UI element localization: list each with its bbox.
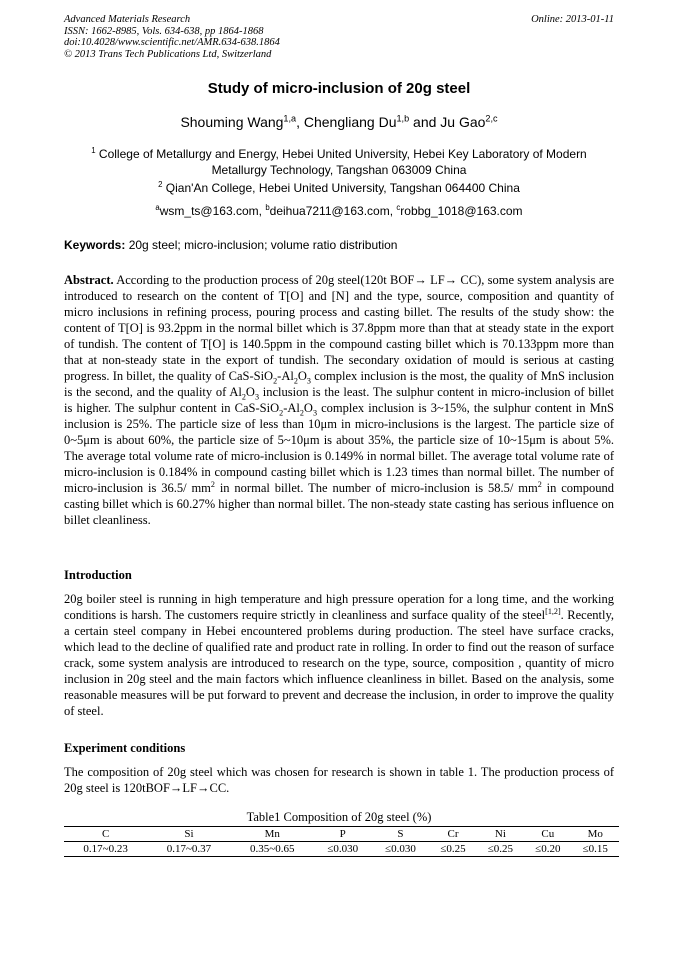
email: wsm_ts@163.com, [159, 204, 266, 218]
issn-line: ISSN: 1662-8985, Vols. 634-638, pp 1864-1868 [64, 25, 264, 37]
column-header: Mn [231, 827, 314, 842]
subscript: 2 [273, 376, 278, 386]
abstract [64, 272, 614, 528]
author-name: Ju Gao [440, 114, 486, 130]
abstract-text: According to the production process of 20g steel(120t BOF→ LF→ CC), some system analysis are introduced to research on the content of T[O] and [N] and the type, source, composition and quantity of micro inclusions in refining process, pouring process and casting billet. The results of the study show: the content of T[O] is 93.2ppm in the normal billet which is 37.8ppm more than that at steady state in the export of tundish. The content of T[O] is 140.5ppm in the compound casting billet which is 70.133ppm more than that at non-steady state in the export of tundish. The secondary oxidation of mould is serious at casting progress. In billet, the quality of CaS-SiO [64, 273, 614, 383]
affiliation-1 [70, 146, 608, 178]
email: deihua7211@163.com, [269, 204, 397, 218]
abstract-text: O [297, 369, 307, 383]
column-header: P [314, 827, 372, 842]
section-heading-introduction: Introduction [64, 568, 132, 582]
subscript: 2 [279, 408, 284, 418]
table-cell: ≤0.030 [314, 842, 372, 857]
affiliation-2 [70, 180, 608, 196]
subscript: 2 [241, 392, 246, 402]
subscript: 3 [254, 392, 259, 402]
subscript: 3 [312, 408, 318, 418]
introduction-paragraph [64, 591, 614, 719]
author-sup: 1,b [396, 113, 410, 124]
email-sup: a [155, 203, 160, 212]
aff-sup: 1 [91, 146, 96, 155]
journal-header [64, 14, 614, 60]
abstract-text: inclusion is the least. The sulphur content in micro-inclusion of billet is higher. The sulphur content in CaS-SiO [64, 385, 615, 415]
abstract-text: O [245, 385, 255, 399]
table-cell: 0.17~0.37 [147, 842, 230, 857]
section-heading-experiment: Experiment conditions [64, 741, 186, 755]
column-header: Ni [477, 827, 524, 842]
email-sup: b [265, 203, 270, 212]
aff-sup: 2 [158, 180, 163, 189]
author-sep: , [296, 114, 304, 130]
online-date: Online: 2013-01-11 [531, 14, 614, 25]
abstract-text: -Al [277, 369, 294, 383]
column-header: Cr [429, 827, 476, 842]
email-sup: c [396, 203, 401, 212]
author-sup: 2,c [485, 113, 498, 124]
column-header: Cu [524, 827, 571, 842]
author-sup: 1,a [283, 113, 297, 124]
intro-text: . Recently, a certain steel company in Hebei encountered problems during production. The steel have surface cracks, which lead to the decline of qualified rate and product rate in rolling. In order to find out the reason of surface crack, some system analysis are introduced to research on the type, source, composition , quantity of micro inclusion in 20g steel and the main factors which influence cleanliness in billet. Based on the analysis, some reasonable measures will be put forward to prevent and decrease the inclusion, in order to improve the quality of steel. [64, 608, 615, 718]
author-emails [70, 203, 608, 219]
table-header-row [64, 827, 619, 842]
composition-table [64, 826, 619, 857]
aff-text: College of Metallurgy and Energy, Hebei United University, Hebei Key Laboratory of Modern Metallurgy Technology, Tangshan 063009 China [95, 147, 587, 177]
abstract-text: complex inclusion is 3~15%, the sulphur content in MnS inclusion is 25%. The particle size of less than 10μm in micro-inclusions is the largest. The particle size of 0~5μm is about 60%, the particle size of 5~10μm is about 35%, the particle size of 10~15μm is about 5%. The average total volume rate of micro-inclusion is 0.149% in normal billet. The average total volume rate of micro-inclusion is 0.184% in compound casting billet which is 1.23 times than normal billet. The number of micro-inclusion is 36.5/ mm [64, 401, 614, 495]
experiment-paragraph: The composition of 20g steel which was chosen for research is shown in table 1. The production process of 20g steel is 120tBOF→LF→CC. [64, 765, 614, 795]
citation: [1,2] [545, 606, 561, 616]
abstract-text: in compound casting billet which is 60.27% higher than normal billet. The non-steady state casting has serious influence on billet cleanliness. [64, 481, 614, 527]
table-row [64, 842, 619, 857]
table-cell: ≤0.20 [524, 842, 571, 857]
superscript: 2 [537, 479, 542, 489]
table-caption: Table1 Composition of 20g steel (%) [246, 810, 432, 824]
keywords-text: 20g steel; micro-inclusion; volume ratio distribution [125, 238, 398, 252]
email: robbg_1018@163.com [400, 204, 523, 218]
table-cell: ≤0.030 [372, 842, 430, 857]
column-header: Mo [572, 827, 619, 842]
author-name: Chengliang Du [303, 114, 397, 130]
author-list [0, 114, 678, 130]
abstract-text: in normal billet. The number of micro-inclusion is 58.5/ mm [214, 481, 538, 495]
subscript: 2 [299, 408, 304, 418]
abstract-text: -Al [283, 401, 300, 415]
subscript: 2 [293, 376, 298, 386]
table-cell: ≤0.25 [429, 842, 476, 857]
doi-line: doi:10.4028/www.scientific.net/AMR.634-638.1864 [64, 37, 280, 48]
journal-name: Advanced Materials Research [64, 14, 191, 25]
table-cell: ≤0.15 [572, 842, 619, 857]
author-sep: and [409, 114, 441, 130]
subscript: 3 [306, 376, 311, 386]
abstract-text: complex inclusion is the most, the quality of MnS inclusion is the second, and the quality of Al [64, 369, 614, 399]
keywords [64, 238, 614, 252]
intro-text: 20g boiler steel is running in high temperature and high pressure operation for a long time, and the working conditions is harsh. The customers require strictly in cleanliness and surface quality of the steel [64, 592, 614, 622]
copyright-line: © 2013 Trans Tech Publications Ltd, Switzerland [64, 48, 272, 60]
column-header: Si [147, 827, 230, 842]
column-header: S [372, 827, 430, 842]
abstract-text: O [303, 401, 313, 415]
keywords-label: Keywords: [64, 238, 126, 252]
superscript: 2 [210, 479, 215, 489]
paper-title: Study of micro-inclusion of 20g steel [207, 80, 471, 97]
abstract-label: Abstract. [64, 273, 114, 287]
aff-text: Qian'An College, Hebei United University, Tangshan 064400 China [162, 181, 520, 195]
table-cell: 0.17~0.23 [64, 842, 147, 857]
table-cell: ≤0.25 [477, 842, 524, 857]
table-cell: 0.35~0.65 [231, 842, 314, 857]
author-name: Shouming Wang [180, 114, 284, 130]
column-header: C [64, 827, 147, 842]
